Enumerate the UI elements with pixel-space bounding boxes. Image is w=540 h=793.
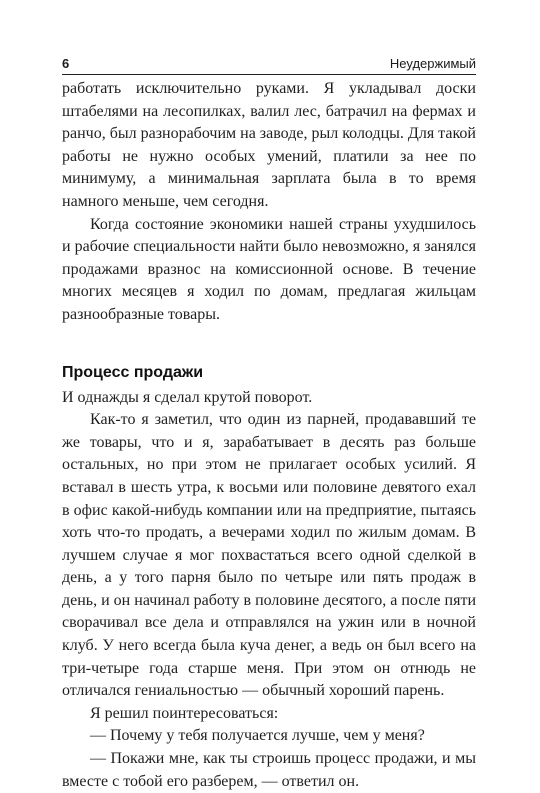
book-title: Неудержимый [389,56,476,71]
header-rule [62,74,476,75]
dialogue-line: — Покажи мне, как ты строишь процесс продажи, и мы вместе с тобой его разберем, — ответил он. [62,750,476,790]
paragraph: И однажды я сделал крутой поворот. [62,388,313,406]
section-heading: Процесс продажи [62,363,204,381]
paragraph-continued: работать исключительно руками. Я укладывал доски штабелями на лесопилках, валил лес, батрачил на фермах и ранчо, был разнорабочим на заводе, рыл колодцы. Для такой работы не нужно особых умений, платили за нее по минимуму, а минимальная зарплата была в то время намного меньше, чем сегодня. [62,80,476,210]
running-head [62,56,476,74]
paragraph: Как-то я заметил, что один из парней, продававший те же товары, что и я, зарабатывает в десять раз больше остальных, но при этом не прилагает особых усилий. Я вставал в шесть утра, к восьми или половине девятого ехал в офис какой-нибудь компании или на предприятие, пытаясь хоть что-то продать, а вечерами ходил по жилым домам. В лучшем случае я мог похвастаться всего одной сделкой в день, а у того парня было по четыре или пять продаж в день, и он начинал работу в половине десятого, а после пяти сворачивал все дела и отправлялся на ужин или в ночной клуб. У него всегда была куча денег, а ведь он был всего на три-четыре года старше меня. При этом он отнюдь не отличался гениальностью — обычный хороший парень. [62,411,476,700]
page-number: 6 [62,56,70,71]
paragraph: Когда состояние экономики нашей страны ухудшилось и рабочие специальности найти было невозможно, я занялся продажами вразнос на комиссионной основе. В течение многих месяцев я ходил по домам, предлагая жильцам разнообразные товары. [62,215,476,323]
paragraph: Я решил поинтересоваться: [90,704,279,722]
body-text [62,78,476,793]
dialogue-line: — Почему у тебя получается лучше, чем у меня? [90,727,425,745]
